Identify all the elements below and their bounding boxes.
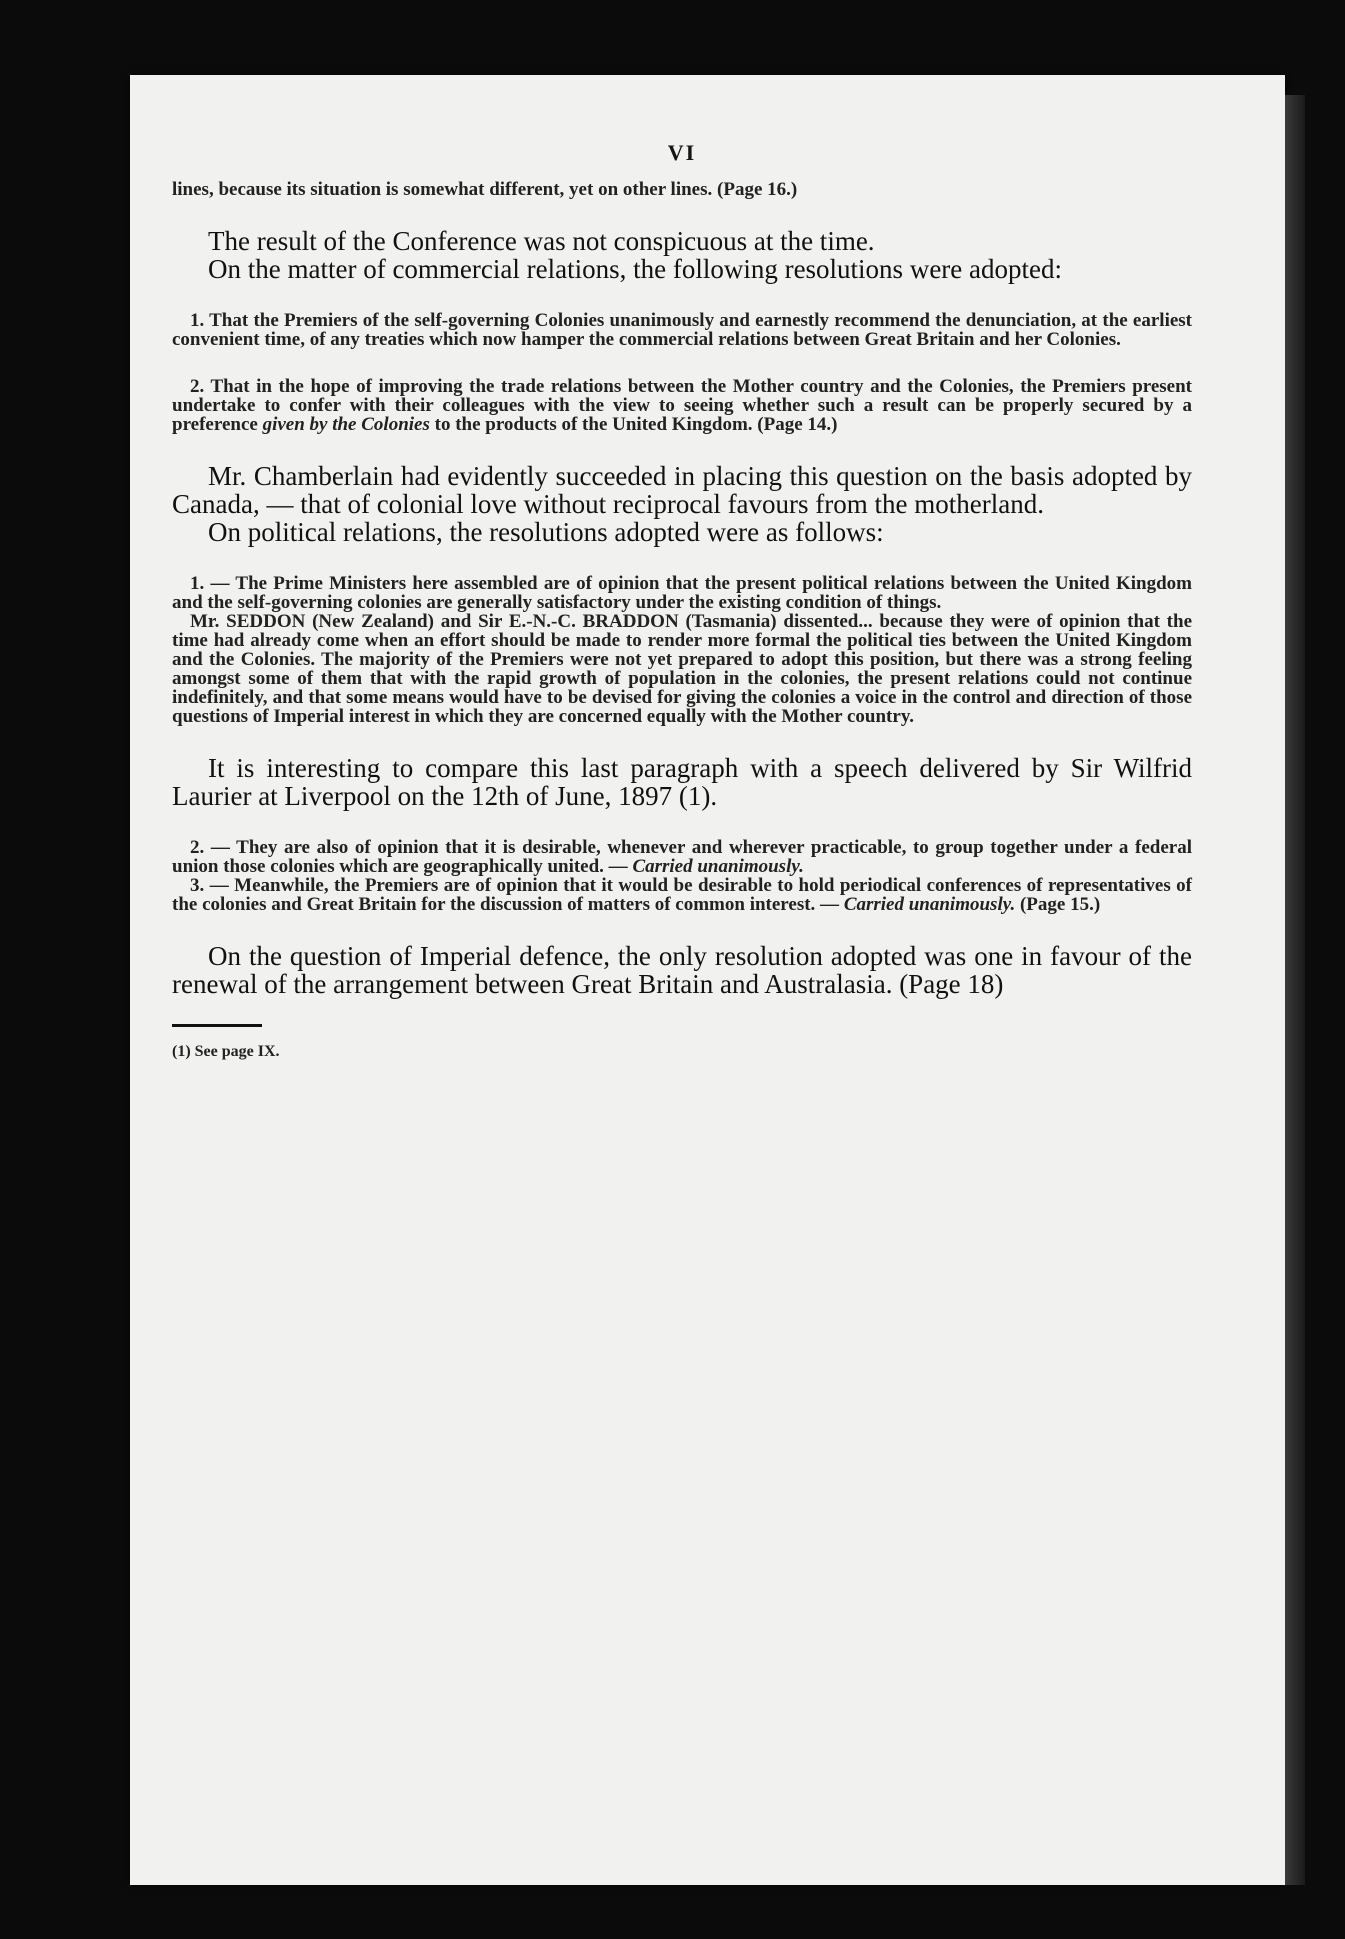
continued-paragraph: lines, because its situation is somewhat different, yet on other lines. (Page 16.): [172, 179, 798, 200]
footnote-rule: [172, 1024, 262, 1027]
dissent-paragraph: Mr. SEDDON (New Zealand) and Sir E.-N.-C. BRADDON (Tasmania) dissented... because they were of opinion that the time had already come when an effort should be made to render more formal the political ties between the United Kingdom and the Colonies. The majority of the Premiers were not yet prepared to adopt this position, but there was a strong feeling amongst some of them that with the rapid growth of population in the colonies, the present relations could not continue indefinitely, and that some means would have to be devised for giving the colonies a voice in the control and direction of those questions of Imperial interest in which they are concerned equally with the Mother country.: [172, 611, 1192, 727]
political-resolution-2-text: 2. — They are also of opinion that it is desirable, whenever and wherever practicable, to group together under a federal union those colonies which are geographically united. —: [172, 837, 1192, 877]
commercial-resolution-2: [172, 377, 1192, 434]
political-resolution-3: [172, 876, 1192, 914]
commercial-paragraph: On the matter of commercial relations, the following resolutions were adopted:: [208, 254, 1062, 284]
footnote: (1) See page IX.: [172, 1043, 280, 1060]
interesting-paragraph: It is interesting to compare this last paragraph with a speech delivered by Sir Wilfrid Laurier at Liverpool on the 12th of June, 1897 (1).: [172, 753, 1192, 811]
result-paragraph: The result of the Conference was not conspicuous at the time.: [208, 226, 875, 256]
commercial-resolution-2-text-b: to the products of the United Kingdom. (Page 14.): [434, 414, 838, 435]
next-page-edge: [1285, 95, 1305, 1885]
political-resolution-3-italic: Carried unanimously.: [843, 894, 1016, 915]
political-resolution-3-page: (Page 15.): [1019, 894, 1101, 915]
page-folio: VI: [667, 140, 697, 165]
chamberlain-paragraph: Mr. Chamberlain had evidently succeeded in placing this question on the basis adopted by Canada, — that of colonial love without reciprocal favours from the motherland.: [172, 461, 1192, 519]
commercial-resolution-2-italic: given by the Colonies: [262, 414, 430, 435]
commercial-resolution-2-text-a: 2. That in the hope of improving the trade relations between the Mother country and the Colonies, the Premiers present undertake to confer with their colleagues with the view to seeing whether such a result can be properly secured by a preference: [172, 376, 1192, 435]
page-content: [172, 140, 1192, 1061]
political-resolution-2: [172, 838, 1192, 876]
political-resolution-1: 1. — The Prime Ministers here assembled are of opinion that the present political relations between the United Kingdom and the self-governing colonies are generally satisfactory under the existing condition of things.: [172, 573, 1192, 613]
commercial-resolution-1: 1. That the Premiers of the self-governing Colonies unanimously and earnestly recommend the denunciation, at the earliest convenient time, of any treaties which now hamper the commercial relations between Great Britain and her Colonies.: [172, 310, 1192, 350]
political-resolution-3-text: 3. — Meanwhile, the Premiers are of opinion that it would be desirable to hold periodical conferences of representatives of the colonies and Great Britain for the discussion of matters of common interest. —: [172, 875, 1192, 915]
political-paragraph: On political relations, the resolutions adopted were as follows:: [208, 517, 884, 547]
political-resolution-2-italic: Carried unanimously.: [632, 856, 804, 877]
defence-paragraph: On the question of Imperial defence, the only resolution adopted was one in favour of the renewal of the arrangement between Great Britain and Australasia. (Page 18): [172, 941, 1192, 999]
